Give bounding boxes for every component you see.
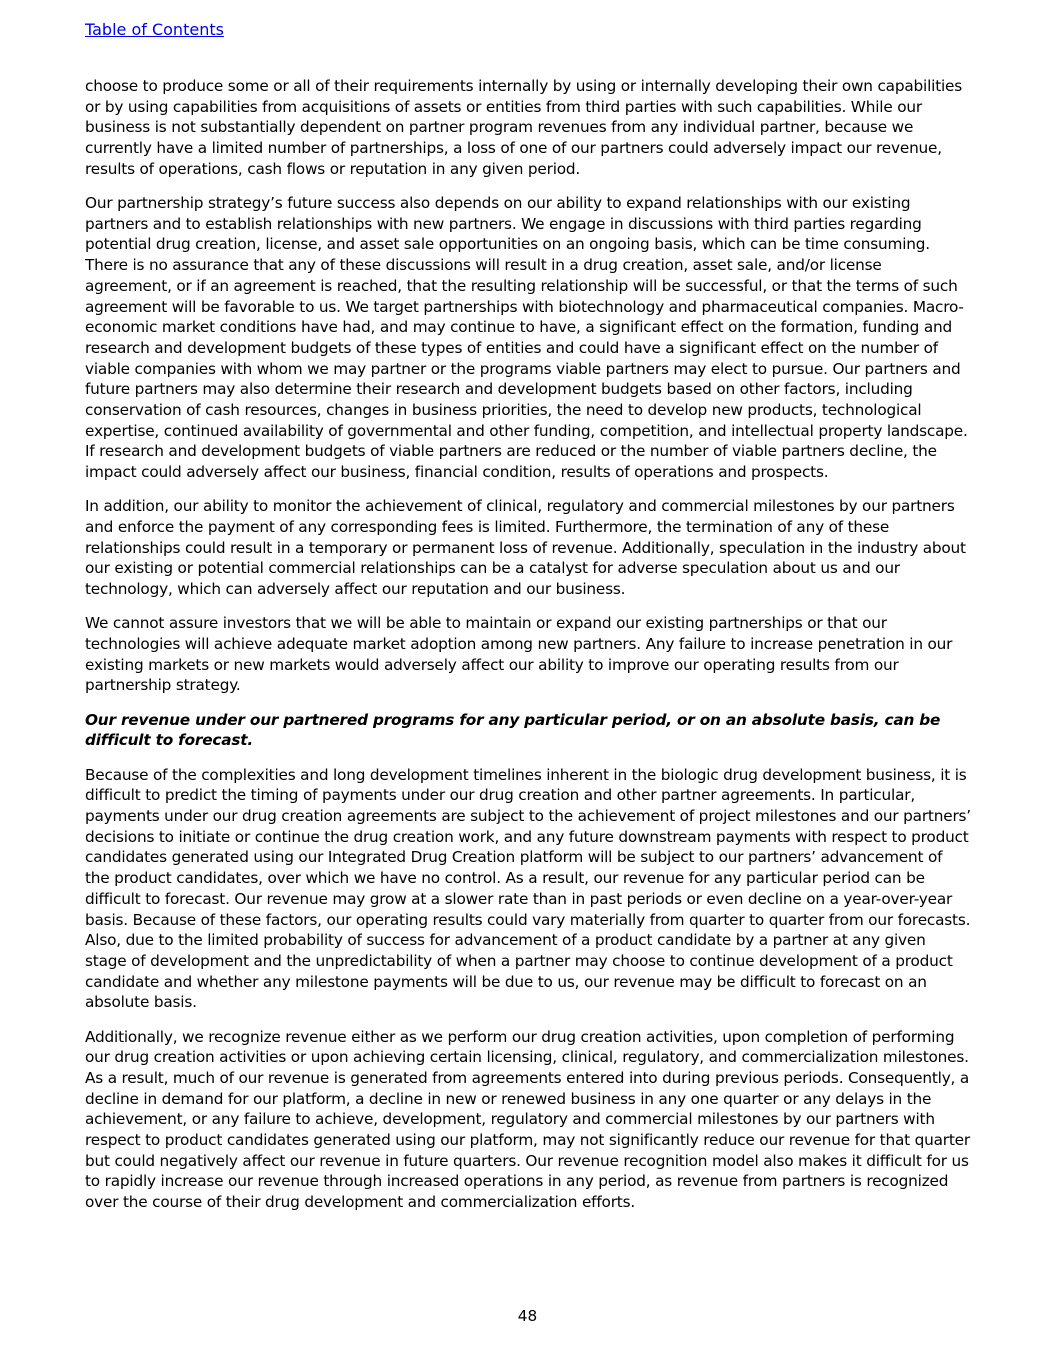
paragraph-partner-requirements: choose to produce some or all of their requirements internally by using or internally developing their own capabilities or by using capabilities from acquisitions of assets or entities from third parties with such capabilities. While our business is not substantially dependent on partner program revenues from any individual partner, because we currently have a limited number of partnerships, a loss of one of our partners could adversely impact our revenue, results of operations, cash flows or reputation in any given period. [85, 77, 963, 178]
document-body [85, 76, 971, 1213]
paragraph-milestone-monitoring: In addition, our ability to monitor the achievement of clinical, regulatory and commercial milestones by our partners and enforce the payment of any corresponding fees is limited. Furthermore, the termination of any of these relationships could result in a temporary or permanent loss of revenue. Additionally, speculation in the industry about our existing or potential commercial relationships can be a catalyst for adverse speculation about us and our technology, which can adversely affect our reputation and our business. [85, 497, 966, 599]
paragraph-market-adoption: We cannot assure investors that we will be able to maintain or expand our existing partnerships or that our technologies will achieve adequate market adoption among new partners. Any failure to increase penetration in our existing markets or new markets would adversely affect our ability to improve our operating results from our partnership strategy. [85, 614, 953, 695]
risk-factor-heading: Our revenue under our partnered programs for any particular period, or on an absolute basis, can be difficult to forecast. [85, 710, 941, 750]
page-number: 48 [517, 1307, 538, 1325]
document-page [85, 18, 971, 1226]
table-of-contents-link[interactable]: Table of Contents [85, 20, 224, 39]
paragraph-revenue-recognition: Additionally, we recognize revenue either as we perform our drug creation activities, upon completion of performing our drug creation activities or upon achieving certain licensing, clinical, regulatory, and commercialization milestones. As a result, much of our revenue is generated from agreements entered into during previous periods. Consequently, a decline in demand for our platform, a decline in new or renewed business in any one quarter or any delays in the achievement, or any failure to achieve, development, regulatory and commercial milestones by our partners with respect to product candidates generated using our platform, may not significantly reduce our revenue for that quarter but could negatively affect our revenue in future quarters. Our revenue recognition model also makes it difficult for us to rapidly increase our revenue through increased operations in any period, as revenue from partners is recognized over the course of their drug development and commercialization efforts. [85, 1027, 970, 1212]
paragraph-revenue-forecast: Because of the complexities and long development timelines inherent in the biologic drug development business, it is difficult to predict the timing of payments under our drug creation and other partner agreements. In particular, payments under our drug creation agreements are subject to the achievement of project milestones and our partners’ decisions to initiate or continue the drug creation work, and any future downstream payments with respect to product candidates generated using our Integrated Drug Creation platform will be subject to our partners’ advancement of the product candidates, over which we have no control. As a result, our revenue for any particular period can be difficult to forecast. Our revenue may grow at a slower rate than in past periods or even decline on a year-over-year basis. Because of these factors, our operating results could vary materially from quarter to quarter from our forecasts. Also, due to the limited probability of success for advancement of a product candidate by a partner at any given stage of development and the unpredictability of when a partner may choose to continue development of a product candidate and whether any milestone payments will be due to us, our revenue may be difficult to forecast on an absolute basis. [85, 765, 971, 1012]
paragraph-partnership-strategy: Our partnership strategy’s future success also depends on our ability to expand relationships with our existing partners and to establish relationships with new partners. We engage in discussions with third parties regarding potential drug creation, license, and asset sale opportunities on an ongoing basis, which can be time consuming. There is no assurance that any of these discussions will result in a drug creation, asset sale, and/or license agreement, or if an agreement is reached, that the resulting relationship will be successful, or that the terms of such agreement will be favorable to us. We target partnerships with biotechnology and pharmaceutical companies. Macro-economic market conditions have had, and may continue to have, a significant effect on the formation, funding and research and development budgets of these types of entities and could have a significant effect on the number of viable companies with whom we may partner or the programs viable partners may elect to pursue. Our partners and future partners may also determine their research and development budgets based on other factors, including conservation of cash resources, changes in business priorities, the need to develop new products, technological expertise, continued availability of governmental and other funding, competition, and intellectual property landscape. If research and development budgets of viable partners are reduced or the number of viable partners decline, the impact could adversely affect our business, financial condition, results of operations and prospects. [85, 194, 968, 482]
